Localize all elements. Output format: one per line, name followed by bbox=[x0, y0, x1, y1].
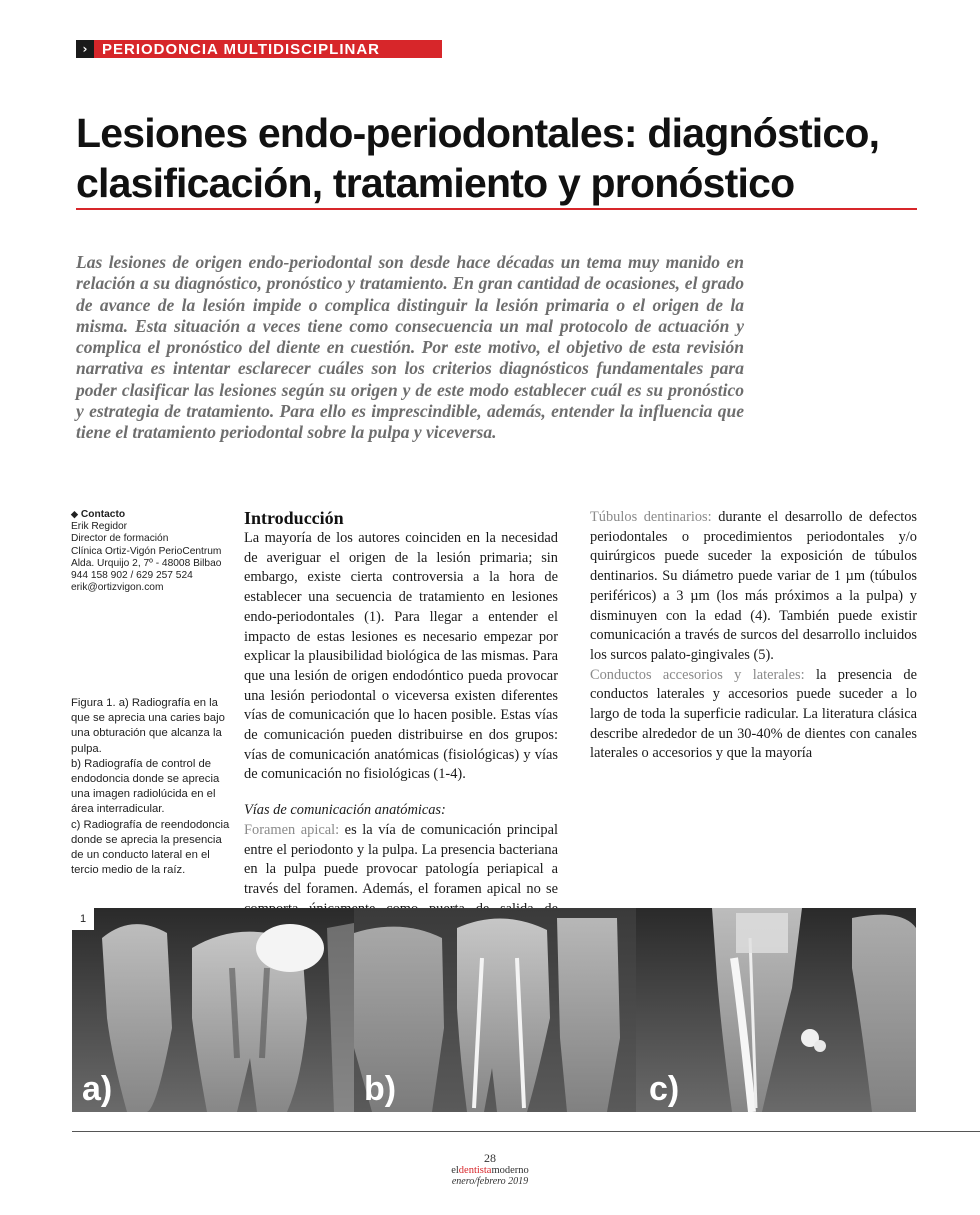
magazine-name: eldentistamoderno bbox=[451, 1165, 529, 1176]
tubulos-paragraph bbox=[590, 508, 917, 666]
radiograph-panel-a bbox=[72, 908, 354, 1112]
foramen-text: es la vía de comunicación principal entre el periodonto y la pulpa. La presencia bacteriana en la pulpa puede provocar patología periapical a través del foramen. Además, el foramen apical no se bbox=[244, 821, 558, 897]
body-column-2 bbox=[590, 508, 917, 764]
article-title: Lesiones endo-periodontales: diagnóstico, clasificación, tratamiento y pronóstico bbox=[76, 110, 880, 206]
caption-part-b: b) Radiografía de control de endodoncia donde se aprecia una imagen radiolúcida en el área interradicular. bbox=[71, 757, 220, 816]
page-footer bbox=[440, 1152, 540, 1187]
contact-block bbox=[71, 508, 231, 594]
conductos-term: Conductos accesorios y laterales: bbox=[590, 666, 805, 683]
tubulos-text: durante el desarrollo de defectos periodontales o procedimientos periodontales y/o quirúrgicos puede suceder la exposición de túbulos dentinarios. Su diámetro puede variar de 1 µm (túbulos periféricos) a 3 µm (los más próximos a la pulpa) y disminuyen con la edad (4). También puede existir comunicación a través de surcos del desarrollo incluidos los surcos palato-gingivales (5). bbox=[590, 509, 918, 663]
radiograph-images bbox=[72, 908, 916, 1112]
caption-part-a: Figura 1. a) Radiografía en la que se aprecia una caries bajo una obturación que alcanza la pulpa. bbox=[71, 697, 225, 755]
figure-caption bbox=[71, 696, 231, 878]
panel-label-c: c) bbox=[649, 1070, 680, 1108]
intro-heading: Introducción bbox=[244, 508, 344, 528]
panel-label-b: b) bbox=[364, 1070, 397, 1108]
contact-phone: 944 158 902 / 629 257 524 bbox=[71, 570, 193, 582]
conductos-text: la presencia de conductos laterales y accesorios puede suceder a lo largo de toda la superficie radicular. La literatura clásica describe alrededor de un 30-40% de dientes con canales laterales o accesorios y que la mayoría bbox=[590, 666, 917, 762]
article-abstract: Las lesiones de origen endo-periodontal son desde hace décadas un tema muy manido en relación a su diagnóstico, pronóstico y tratamiento. En gran cantidad de ocasiones, el grado de avance de la lesión impide o complica distinguir la lesión primaria o el origen de la misma. Esta situación a veces tiene como consecuencia un mal protocolo de actuación y complica el pronóstico del diente en cuestión. Por este motivo, el objetivo de esta revisión narrativa es intentar esclarecer cuáles son los criterios diagnósticos fundamentales para poder clasificar las lesiones según su origen y de este modo establecer cuál es su pronóstico y estrategia de tratamiento. Para ello es imprescindible, además, entender la influencia que tiene el tratamiento periodontal sobre la pulpa y viceversa. bbox=[76, 252, 744, 443]
diamond-bullet-icon: ◆ bbox=[71, 509, 78, 519]
issue-date: enero/febrero 2019 bbox=[451, 1176, 529, 1187]
foramen-term: Foramen apical: bbox=[244, 821, 340, 838]
conductos-paragraph bbox=[590, 666, 917, 765]
contact-heading: Contacto bbox=[80, 509, 126, 520]
contact-name: Erik Regidor bbox=[71, 521, 128, 533]
radiograph-panel-b bbox=[354, 908, 636, 1112]
footer-divider bbox=[72, 1131, 980, 1132]
section-banner bbox=[76, 40, 442, 58]
radiograph-figure bbox=[72, 908, 916, 1112]
caption-part-c: c) Radiografía de reendodoncia donde se aprecia la presencia de un conducto lateral en el tercio medio de la raíz. bbox=[71, 818, 230, 877]
contact-address: Alda. Urquijo 2, 7º - 48008 Bilbao bbox=[71, 557, 222, 569]
intro-paragraph: La mayoría de los autores coinciden en la necesidad de averiguar el origen de la lesión primaria; sin embargo, existe cierta controversia a la hora de establecer una secuencia de tratamiento en lesiones endo-periodontales (1). Para llegar a entender el impacto de estas lesiones es necesario empezar por explicar la plausibilidad biológica de las mismas. Para que una lesión de origen endodóntico pueda provocar una lesión periodontal o viceversa existen diferentes vías de comunicación que lo hacen posible. Estas vías de comunicación pueden distribuirse en dos grupos: vías de comunicación anatómicas (fisiológicas) y vías de comunicación no fisiológicas (1-4). bbox=[244, 530, 558, 783]
tubulos-term: Túbulos dentinarios: bbox=[590, 509, 712, 525]
contact-role: Director de formación bbox=[71, 533, 169, 545]
panel-label-a: a) bbox=[82, 1070, 113, 1108]
figure-number: 1 bbox=[72, 908, 94, 930]
title-divider bbox=[76, 208, 917, 210]
section-label: PERIODONCIA MULTIDISCIPLINAR bbox=[94, 40, 442, 58]
contact-clinic: Clínica Ortiz-Vigón PerioCentrum bbox=[71, 545, 222, 557]
chevron-right-icon: › bbox=[76, 40, 94, 58]
contact-email: erik@ortizvigon.com bbox=[71, 582, 164, 594]
page-number: 28 bbox=[484, 1151, 496, 1165]
subheading-anatomic: Vías de comunicación anatómicas: bbox=[244, 802, 446, 819]
